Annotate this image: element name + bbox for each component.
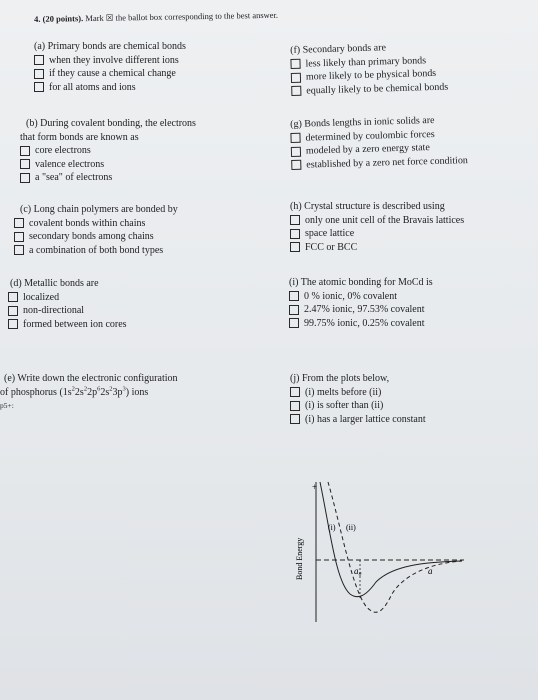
option-i-1[interactable]: 0 % ionic, 0% covalent (289, 290, 433, 304)
curve-i-label: (i) (328, 523, 336, 532)
a0-label: a₀ (354, 566, 362, 576)
question-header (34, 10, 278, 25)
question-number: 4. (34, 13, 41, 24)
question-e-ion: p5+: (0, 401, 14, 410)
option-h-3[interactable]: FCC or BCC (290, 241, 464, 255)
checkbox[interactable] (291, 146, 301, 156)
question-d-stem: (d) Metallic bonds are (10, 278, 99, 289)
question-f-stem: (f) Secondary bonds are (290, 42, 387, 56)
question-i-stem: (i) The atomic bonding for MoCd is (289, 277, 433, 288)
option-a-2[interactable]: if they cause a chemical change (34, 67, 186, 81)
option-c-2[interactable]: secondary bonds among chains (14, 230, 178, 244)
option-a-3[interactable]: for all atoms and ions (34, 81, 186, 95)
question-points: (20 points). (42, 13, 84, 24)
checkbox[interactable] (289, 318, 299, 328)
checkbox[interactable] (291, 86, 301, 96)
option-b-1[interactable]: core electrons (20, 144, 196, 158)
option-c-1[interactable]: covalent bonds within chains (14, 217, 178, 231)
curve-i (320, 482, 462, 597)
question-a-stem: (a) Primary bonds are chemical bonds (34, 41, 186, 52)
checkbox[interactable] (290, 401, 300, 411)
bond-energy-plot (292, 470, 472, 630)
checkbox[interactable] (8, 292, 18, 302)
question-e-stem-1: (e) Write down the electronic configuration (4, 373, 178, 384)
question-instruction: Mark ☒ the ballot box corresponding to the best answer. (85, 9, 279, 24)
question-b-stem-1: (b) During covalent bonding, the electrons (26, 118, 196, 129)
question-j-stem: (j) From the plots below, (290, 373, 390, 384)
checkbox[interactable] (290, 242, 300, 252)
option-j-2[interactable]: (i) is softer than (ii) (290, 399, 426, 413)
option-g-2[interactable]: modeled by a zero energy state (291, 140, 468, 158)
option-c-3[interactable]: a combination of both bond types (14, 244, 178, 258)
checkbox[interactable] (14, 245, 24, 255)
question-j (290, 372, 426, 426)
checkbox[interactable] (20, 173, 30, 183)
checkbox[interactable] (34, 55, 44, 65)
option-i-3[interactable]: 99.75% ionic, 0.25% covalent (289, 317, 433, 331)
option-d-2[interactable]: non-directional (8, 304, 127, 318)
question-h-stem: (h) Crystal structure is described using (290, 201, 445, 212)
question-b-stem-2: that form bonds are known as (20, 131, 139, 143)
option-a-1[interactable]: when they involve different ions (34, 54, 186, 68)
question-f (290, 40, 448, 98)
checkbox[interactable] (291, 160, 301, 170)
option-d-1[interactable]: localized (8, 291, 127, 305)
plus-label: + (312, 482, 318, 492)
checkbox[interactable] (8, 319, 18, 329)
option-i-2[interactable]: 2.47% ionic, 97.53% covalent (289, 303, 433, 317)
question-c (14, 203, 178, 257)
curve-ii-label: (ii) (346, 523, 356, 532)
question-a (34, 40, 186, 94)
option-b-2[interactable]: valence electrons (20, 158, 196, 172)
option-h-2[interactable]: space lattice (290, 227, 464, 241)
checkbox[interactable] (291, 72, 301, 82)
question-i (289, 276, 433, 330)
checkbox[interactable] (34, 82, 44, 92)
option-b-3[interactable]: a "sea" of electrons (20, 171, 196, 185)
checkbox[interactable] (8, 306, 18, 316)
a-label: a (428, 566, 433, 576)
option-f-2[interactable]: more likely to be physical bonds (291, 67, 448, 85)
checkbox[interactable] (14, 232, 24, 242)
option-f-1[interactable]: less likely than primary bonds (290, 53, 447, 71)
option-j-3[interactable]: (i) has a larger lattice constant (290, 413, 426, 427)
question-e (0, 372, 178, 413)
checkbox[interactable] (290, 414, 300, 424)
option-h-1[interactable]: only one unit cell of the Bravais lattices (290, 214, 464, 228)
option-g-1[interactable]: determined by coulombic forces (290, 127, 467, 145)
checkbox[interactable] (290, 215, 300, 225)
question-g-stem: (g) Bonds lengths in ionic solids are (290, 114, 435, 130)
option-g-3[interactable]: established by a zero net force condition (291, 154, 468, 172)
checkbox[interactable] (289, 305, 299, 315)
question-c-stem: (c) Long chain polymers are bonded by (20, 204, 178, 215)
checkbox[interactable] (34, 69, 44, 79)
option-d-3[interactable]: formed between ion cores (8, 318, 127, 332)
checkbox[interactable] (14, 218, 24, 228)
checkbox[interactable] (290, 229, 300, 239)
checkbox[interactable] (289, 291, 299, 301)
question-g (290, 113, 468, 172)
checkbox[interactable] (290, 387, 300, 397)
checkbox[interactable] (20, 146, 30, 156)
checkbox[interactable] (290, 59, 300, 69)
question-d (8, 277, 127, 331)
y-axis-label: Bond Energy (295, 537, 304, 580)
question-b (20, 117, 196, 185)
question-e-stem-2: of phosphorus $(1s^22s^22p^62s^23p^3)$ ions (0, 385, 149, 398)
checkbox[interactable] (290, 133, 300, 143)
question-h (290, 200, 464, 254)
checkbox[interactable] (20, 159, 30, 169)
option-f-3[interactable]: equally likely to be chemical bonds (291, 80, 448, 98)
option-j-1[interactable]: (i) melts before (ii) (290, 386, 426, 400)
